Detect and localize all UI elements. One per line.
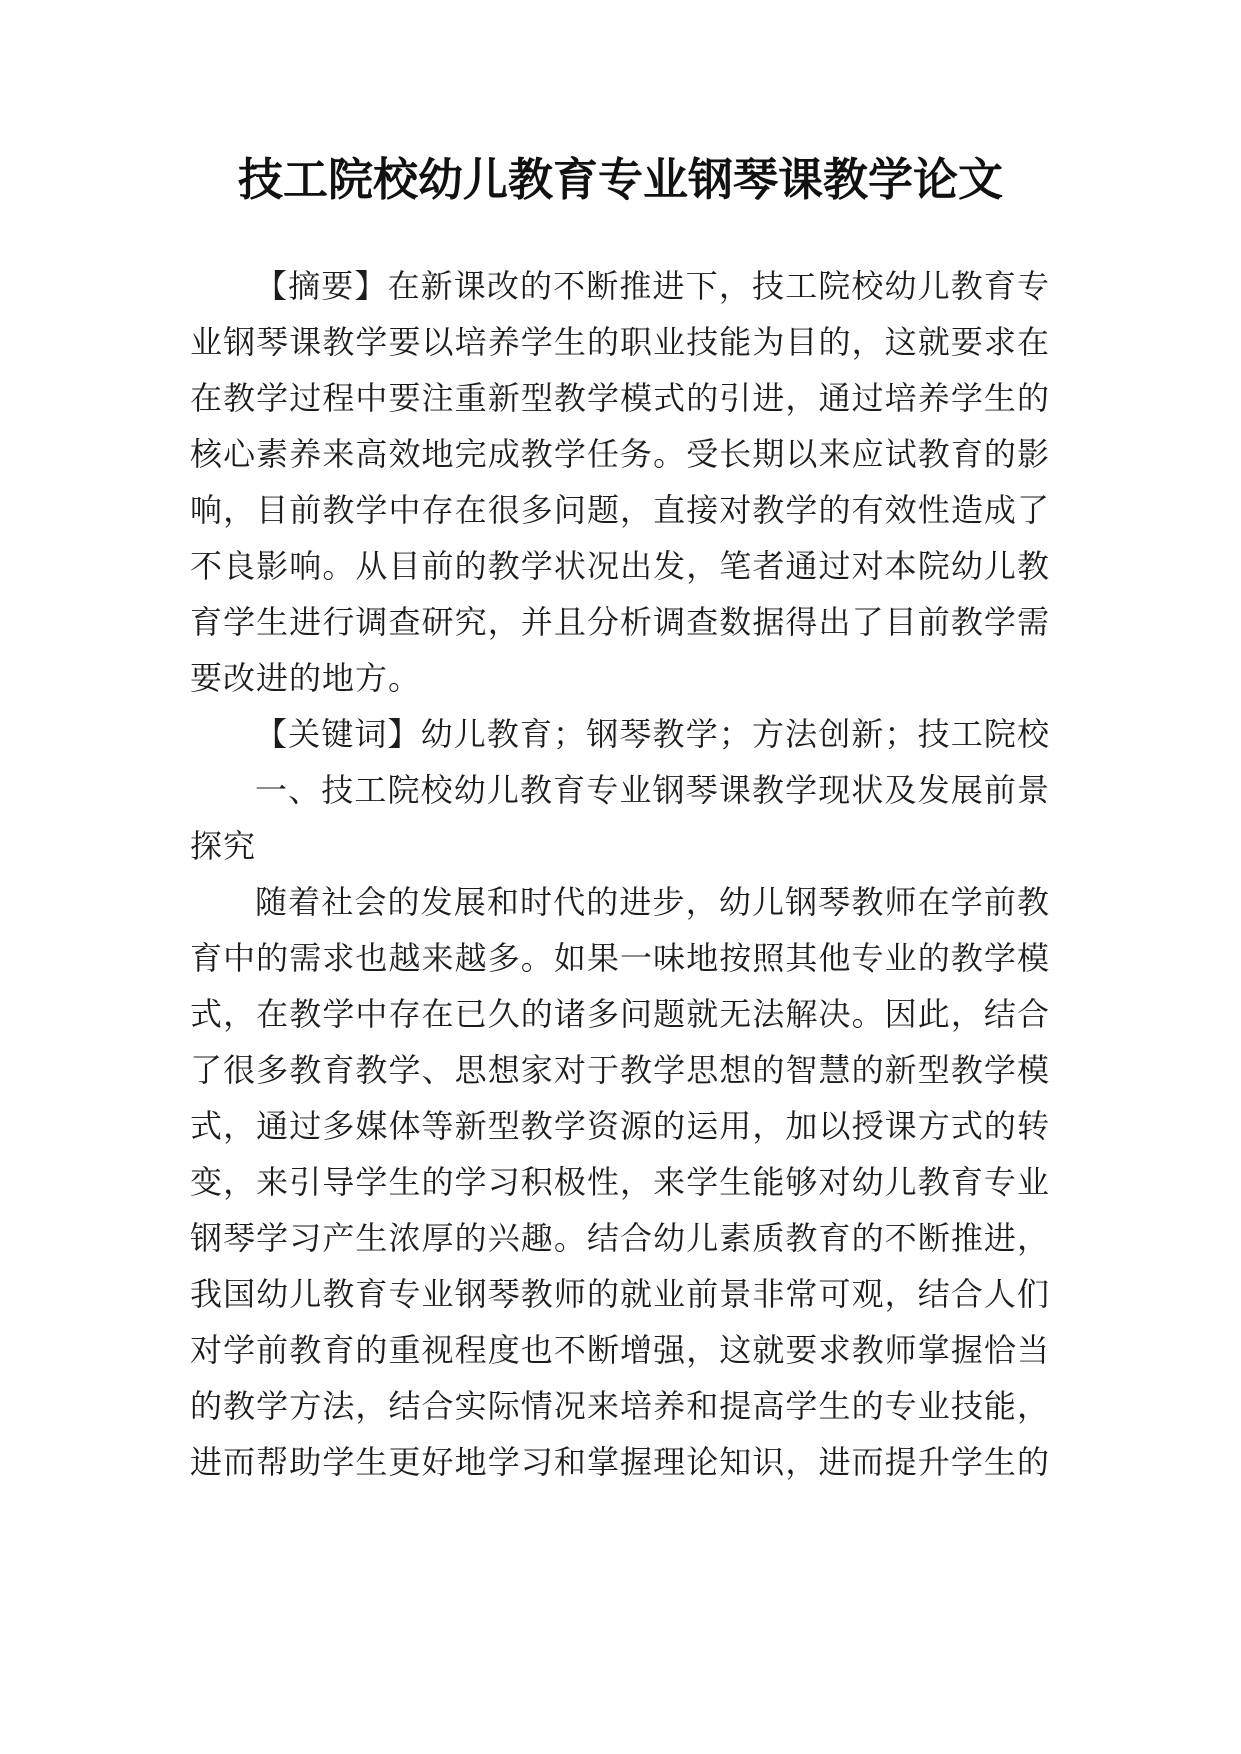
body-line: 随着社会的发展和时代的进步，幼儿钢琴教师在学前教 bbox=[255, 883, 1050, 921]
body-line: 育中的需求也越来越多。如果一味地按照其他专业的教学模 bbox=[190, 939, 1050, 977]
abstract-line: 不良影响。从目前的教学状况出发，笔者通过对本院幼儿教 bbox=[190, 547, 1050, 585]
body-line: 我国幼儿教育专业钢琴教师的就业前景非常可观，结合人们 bbox=[190, 1275, 1050, 1313]
keywords-line: 【关键词】幼儿教育；钢琴教学；方法创新；技工院校 bbox=[255, 715, 1050, 753]
abstract-line: 核心素养来高效地完成教学任务。受长期以来应试教育的影 bbox=[190, 435, 1050, 473]
body-line: 的教学方法，结合实际情况来培养和提高学生的专业技能， bbox=[190, 1387, 1050, 1425]
body-line: 了很多教育教学、思想家对于教学思想的智慧的新型教学模 bbox=[190, 1051, 1050, 1089]
body-line: 对学前教育的重视程度也不断增强，这就要求教师掌握恰当 bbox=[190, 1331, 1050, 1369]
body-line: 变，来引导学生的学习积极性，来学生能够对幼儿教育专业 bbox=[190, 1163, 1050, 1201]
document-title: 技工院校幼儿教育专业钢琴课教学论文 bbox=[237, 153, 1003, 206]
abstract-line: 要改进的地方。 bbox=[190, 659, 422, 697]
section-heading-line: 一、技工院校幼儿教育专业钢琴课教学现状及发展前景 bbox=[255, 771, 1050, 809]
body-line: 进而帮助学生更好地学习和掌握理论知识，进而提升学生的 bbox=[190, 1443, 1050, 1481]
section-heading-line: 探究 bbox=[190, 827, 257, 865]
abstract-line: 响，目前教学中存在很多问题，直接对教学的有效性造成了 bbox=[190, 491, 1050, 529]
abstract-line: 育学生进行调查研究，并且分析调查数据得出了目前教学需 bbox=[190, 603, 1050, 641]
body-line: 钢琴学习产生浓厚的兴趣。结合幼儿素质教育的不断推进， bbox=[190, 1219, 1050, 1257]
body-line: 式，在教学中存在已久的诸多问题就无法解决。因此，结合 bbox=[190, 995, 1050, 1033]
abstract-line: 【摘要】在新课改的不断推进下，技工院校幼儿教育专 bbox=[255, 267, 1050, 305]
abstract-line: 在教学过程中要注重新型教学模式的引进，通过培养学生的 bbox=[190, 379, 1050, 417]
abstract-line: 业钢琴课教学要以培养学生的职业技能为目的，这就要求在 bbox=[190, 323, 1050, 361]
body-line: 式，通过多媒体等新型教学资源的运用，加以授课方式的转 bbox=[190, 1107, 1050, 1145]
